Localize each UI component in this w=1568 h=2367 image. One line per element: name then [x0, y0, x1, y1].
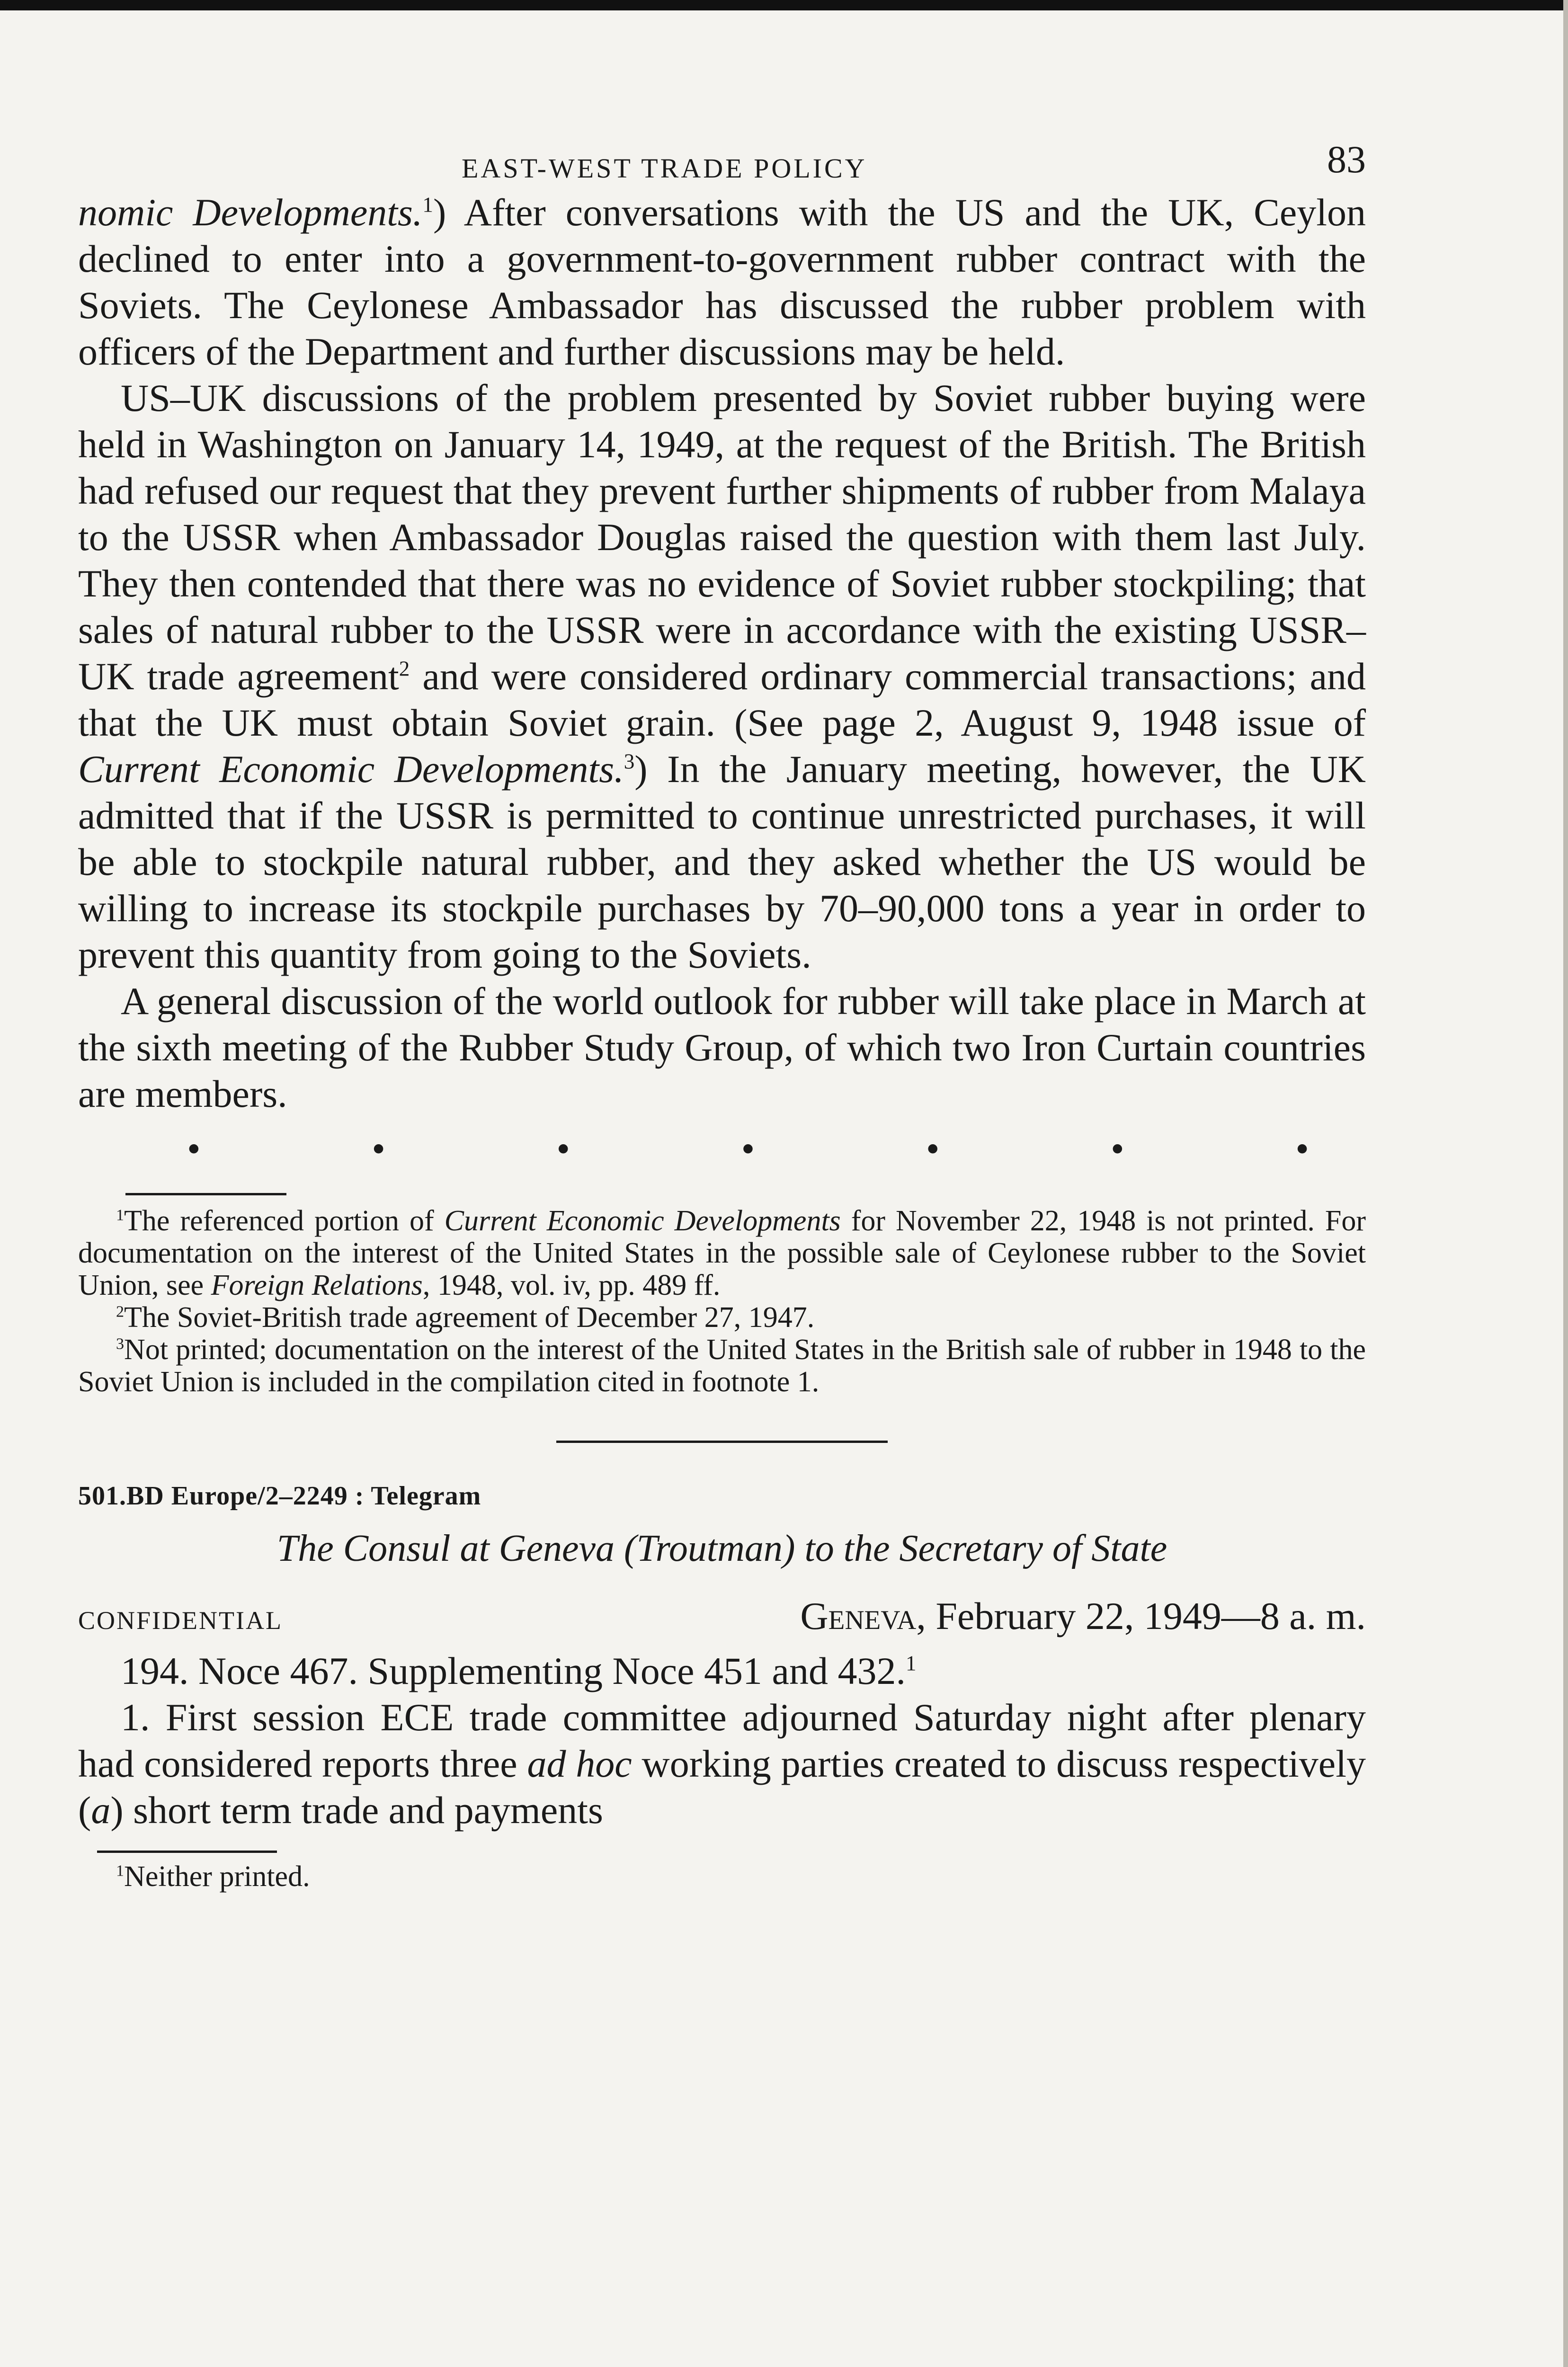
footnotes-telegram [78, 1860, 1366, 1893]
paragraph-text: ) In the January meeting, however, the UK admitted that if the USSR is permitted to continue unrestricted purchases, it will be able to stockpile natural rubber, and they asked whether the US would be willing to increase its stockpile purchases by 70–90,000 tons a year in order to prevent this quantity from going to the Soviets. [78, 747, 1366, 976]
scan-right-edge [1563, 0, 1568, 2367]
footnote-number: 2 [116, 1303, 125, 1321]
paragraph-text: US–UK discussions of the problem presented by Soviet rubber buying were held in Washington on January 14, 1949, at the request of the British. The British had refused our request that they prevent further shipments of rubber from Malaya to the USSR when Ambassador Douglas raised the question with them last July. They then contended that there was no evidence of Soviet rubber stockpiling; that sales of natural rubber to the USSR were in accordance with the existing USSR–UK trade agreement [78, 376, 1366, 698]
omission-dot: • [187, 1127, 201, 1170]
paragraph-text: ) short term trade and payments [110, 1789, 603, 1832]
paragraph-text: 194. Noce 467. Supplementing Noce 451 and 432. [121, 1649, 906, 1692]
section-divider [556, 1441, 888, 1443]
page-number: 83 [1327, 138, 1366, 181]
footnote-number: 1 [116, 1862, 125, 1880]
footnote-number: 1 [116, 1206, 125, 1224]
paragraph-3: A general discussion of the world outlook for rubber will take place in March at the sixth meeting of the Rubber Study Group, of which two Iron Curtain countries are members. [78, 979, 1366, 1115]
date: , February 22, 1949—8 a. m. [916, 1594, 1366, 1637]
footnote-number: 3 [116, 1335, 125, 1353]
footnote-rule [97, 1851, 277, 1853]
italic-term: ad hoc [527, 1742, 632, 1785]
omission-dot: • [741, 1127, 755, 1170]
italic-title: nomic Developments. [78, 191, 423, 234]
italic-term: a [91, 1789, 111, 1832]
footnote-text: Neither printed. [124, 1860, 310, 1893]
paragraph-text: ) After conversations with the US and the UK, Ceylon declined to enter into a government-to-government rubber contract with the Soviets. The Ceylonese Ambassador has discussed the rubber problem with officers of the Department and further discussions may be held. [78, 191, 1366, 373]
footnote-ref: 1 [422, 193, 433, 217]
scan-top-border [0, 0, 1568, 10]
page-header [78, 109, 1366, 189]
document-reference: 501.BD Europe/2–2249 : Telegram [78, 1481, 481, 1511]
omission-dots [78, 1127, 1366, 1174]
omission-dot: • [1295, 1127, 1309, 1170]
running-head: EAST-WEST TRADE POLICY [462, 153, 867, 184]
classification: CONFIDENTIAL [78, 1606, 283, 1635]
paragraph-1 [78, 189, 1366, 375]
footnote-1 [78, 1860, 1366, 1893]
footnote-text: Not printed; documentation on the interest of the United States in the British sale of rubber in 1948 to the Soviet Union is included in the compilation cited in footnote 1. [78, 1334, 1366, 1398]
footnote-ref: 3 [624, 749, 635, 774]
telegram-paragraph-1 [78, 1694, 1366, 1833]
telegram-text [78, 1648, 1366, 1833]
footnote-3 [78, 1334, 1366, 1398]
footnote-ref: 2 [399, 657, 410, 681]
footnote-text: for November 22, 1948 is not printed. For documentation on the interest of the United States in the possible sale of Ceylonese rubber to the Soviet Union, see [78, 1205, 1366, 1301]
footnote-text: , 1948, vol. iv, pp. 489 ff. [422, 1269, 721, 1301]
footnote-1 [78, 1205, 1366, 1301]
place: Geneva [800, 1594, 917, 1637]
document-page [78, 109, 1366, 1893]
italic-title: Current Economic Developments. [78, 747, 624, 791]
omission-dot: • [1111, 1127, 1124, 1170]
omission-dot: • [556, 1127, 570, 1170]
omission-dot: • [372, 1127, 385, 1170]
footnote-2 [78, 1301, 1366, 1334]
paragraph-text: and were considered ordinary commercial transactions; and that the UK must obtain Soviet grain. (See page 2, August 9, 1948 issue of [78, 655, 1366, 744]
omission-dot: • [926, 1127, 940, 1170]
footnote-text: The referenced portion of [124, 1205, 445, 1237]
body-text [78, 189, 1366, 1117]
footnote-rule [125, 1193, 286, 1195]
footnote-italic: Foreign Relations [211, 1269, 423, 1301]
paragraph-text: working parties created to discuss respectively ( [78, 1742, 1366, 1832]
paragraph-2 [78, 375, 1366, 978]
place-date [800, 1594, 1366, 1638]
telegram-paragraph-194 [78, 1648, 1366, 1694]
paragraph-text: 1. First session ECE trade committee adjourned Saturday night after plenary had considered reports three [78, 1696, 1366, 1785]
dateline [78, 1594, 1366, 1638]
footnote-italic: Current Economic Developments [444, 1205, 841, 1237]
document-title: The Consul at Geneva (Troutman) to the Secretary of State [276, 1528, 1167, 1569]
footnote-text: The Soviet-British trade agreement of December 27, 1947. [124, 1301, 815, 1334]
footnote-ref: 1 [905, 1651, 917, 1675]
footnotes [78, 1205, 1366, 1398]
